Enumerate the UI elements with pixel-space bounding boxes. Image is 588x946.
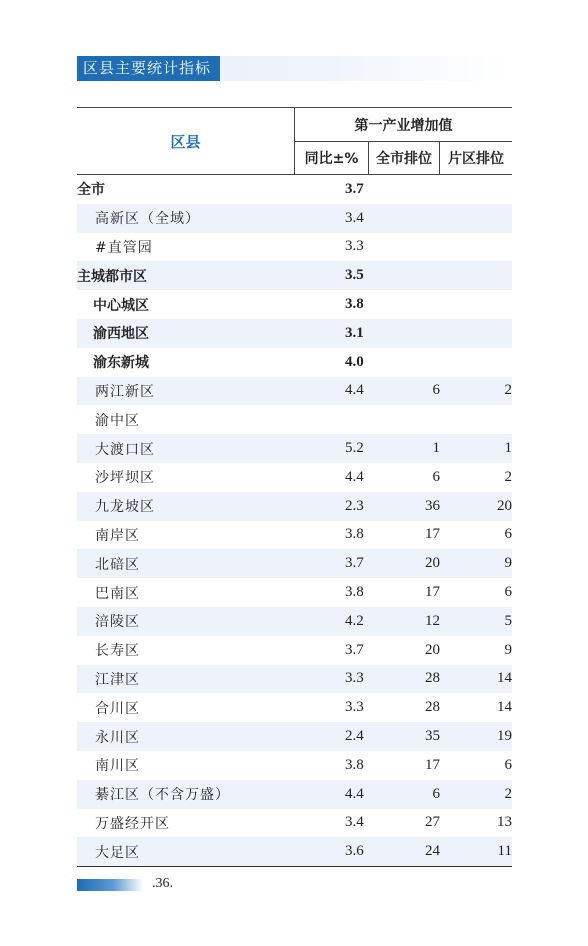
- city-rank-value: 17: [425, 584, 440, 601]
- table-row: [77, 434, 512, 463]
- city-rank-value: 6: [432, 468, 440, 485]
- region-name: 大足区: [95, 844, 140, 861]
- table-row: [77, 722, 512, 751]
- yoy-value: 4.4: [345, 382, 364, 399]
- statistics-table: [77, 107, 512, 867]
- table-row: [77, 348, 512, 377]
- yoy-value: 5.2: [345, 440, 364, 457]
- table-row: [77, 607, 512, 636]
- region-name: 南川区: [95, 758, 140, 775]
- table-row: [77, 837, 512, 866]
- table-row: [77, 809, 512, 838]
- table-row: [77, 405, 512, 434]
- region-name: 永川区: [95, 729, 140, 746]
- header-yoy: 同比±%: [295, 142, 369, 174]
- region-name: 涪陵区: [95, 614, 140, 631]
- table-row: [77, 665, 512, 694]
- region-name: 万盛经开区: [95, 815, 170, 832]
- area-rank-value: 2: [504, 785, 512, 802]
- section-banner: [77, 56, 512, 81]
- table-row: [77, 261, 512, 290]
- city-rank-value: 20: [425, 555, 440, 572]
- region-name: 中心城区: [93, 297, 149, 314]
- city-rank-value: 36: [425, 497, 440, 514]
- header-city-rank: 全市排位: [369, 142, 440, 174]
- city-rank-value: 6: [432, 382, 440, 399]
- yoy-value: 3.8: [345, 526, 364, 543]
- table-row: [77, 780, 512, 809]
- city-rank-value: 24: [425, 843, 440, 860]
- yoy-value: 3.7: [345, 641, 364, 658]
- section-title: 区县主要统计指标: [77, 56, 220, 81]
- area-rank-value: 9: [504, 641, 512, 658]
- table-row: [77, 204, 512, 233]
- region-name: 巴南区: [95, 585, 140, 602]
- area-rank-value: 2: [504, 468, 512, 485]
- region-name: 南岸区: [95, 527, 140, 544]
- area-rank-value: 11: [497, 843, 512, 860]
- region-name: 全市: [77, 182, 105, 199]
- region-name: 渝东新城: [93, 355, 149, 372]
- yoy-value: 3.7: [345, 180, 364, 197]
- yoy-value: 3.8: [345, 584, 364, 601]
- region-name: #直管园: [95, 239, 153, 256]
- yoy-value: 4.4: [345, 468, 364, 485]
- area-rank-value: 20: [497, 497, 512, 514]
- yoy-value: 3.4: [345, 814, 364, 831]
- area-rank-value: 1: [504, 440, 512, 457]
- table-body: [77, 175, 512, 866]
- table-row: [77, 549, 512, 578]
- table-header: [77, 108, 512, 175]
- city-rank-value: 6: [432, 785, 440, 802]
- yoy-value: 3.8: [345, 756, 364, 773]
- yoy-value: 4.0: [345, 353, 364, 370]
- yoy-value: 3.6: [345, 843, 364, 860]
- yoy-value: 2.4: [345, 728, 364, 745]
- table-row: [77, 521, 512, 550]
- page-number: .36.: [152, 876, 173, 891]
- city-rank-value: 17: [425, 526, 440, 543]
- yoy-value: 3.3: [345, 699, 364, 716]
- city-rank-value: 17: [425, 756, 440, 773]
- table-row: [77, 751, 512, 780]
- region-name: 高新区（全域）: [95, 211, 200, 228]
- yoy-value: 3.3: [345, 238, 364, 255]
- yoy-value: 4.4: [345, 785, 364, 802]
- city-rank-value: 35: [425, 728, 440, 745]
- yoy-value: 3.7: [345, 555, 364, 572]
- yoy-value: 2.3: [345, 497, 364, 514]
- table-row: [77, 377, 512, 406]
- region-name: 主城都市区: [77, 268, 147, 285]
- area-rank-value: 14: [497, 699, 512, 716]
- table-row: [77, 175, 512, 204]
- yoy-value: 3.5: [345, 267, 364, 284]
- area-rank-value: 19: [497, 728, 512, 745]
- table-row: [77, 578, 512, 607]
- area-rank-value: 6: [504, 756, 512, 773]
- table-row: [77, 319, 512, 348]
- region-name: 两江新区: [95, 383, 155, 400]
- area-rank-value: 13: [497, 814, 512, 831]
- table-row: [77, 492, 512, 521]
- area-rank-value: 6: [504, 584, 512, 601]
- city-rank-value: 28: [425, 699, 440, 716]
- area-rank-value: 14: [497, 670, 512, 687]
- city-rank-value: 12: [425, 612, 440, 629]
- header-area-rank: 片区排位: [448, 151, 504, 167]
- region-name: 綦江区（不含万盛）: [95, 787, 230, 804]
- city-rank-value: 28: [425, 670, 440, 687]
- yoy-value: 3.4: [345, 209, 364, 226]
- city-rank-value: 20: [425, 641, 440, 658]
- region-name: 长寿区: [95, 643, 140, 660]
- region-name: 沙坪坝区: [95, 470, 155, 487]
- region-name: 江津区: [95, 671, 140, 688]
- yoy-value: 3.8: [345, 296, 364, 313]
- table-row: [77, 233, 512, 262]
- yoy-value: 3.1: [345, 324, 364, 341]
- region-name: 渝西地区: [93, 326, 149, 343]
- region-name: 大渡口区: [95, 441, 155, 458]
- region-name: 北碚区: [95, 556, 140, 573]
- table-row: [77, 636, 512, 665]
- yoy-value: 4.2: [345, 612, 364, 629]
- footer-bar: [77, 879, 143, 891]
- region-name: 合川区: [95, 700, 140, 717]
- city-rank-value: 27: [425, 814, 440, 831]
- header-primary-industry: 第一产业增加值: [295, 108, 512, 142]
- city-rank-value: 1: [432, 440, 440, 457]
- table-row: [77, 463, 512, 492]
- area-rank-value: 2: [504, 382, 512, 399]
- region-name: 九龙坡区: [95, 499, 155, 516]
- table-row: [77, 693, 512, 722]
- header-region: 区县: [77, 108, 295, 174]
- table-row: [77, 290, 512, 319]
- area-rank-value: 5: [504, 612, 512, 629]
- region-name: 渝中区: [95, 412, 140, 429]
- yoy-value: 3.3: [345, 670, 364, 687]
- area-rank-value: 6: [504, 526, 512, 543]
- area-rank-value: 9: [504, 555, 512, 572]
